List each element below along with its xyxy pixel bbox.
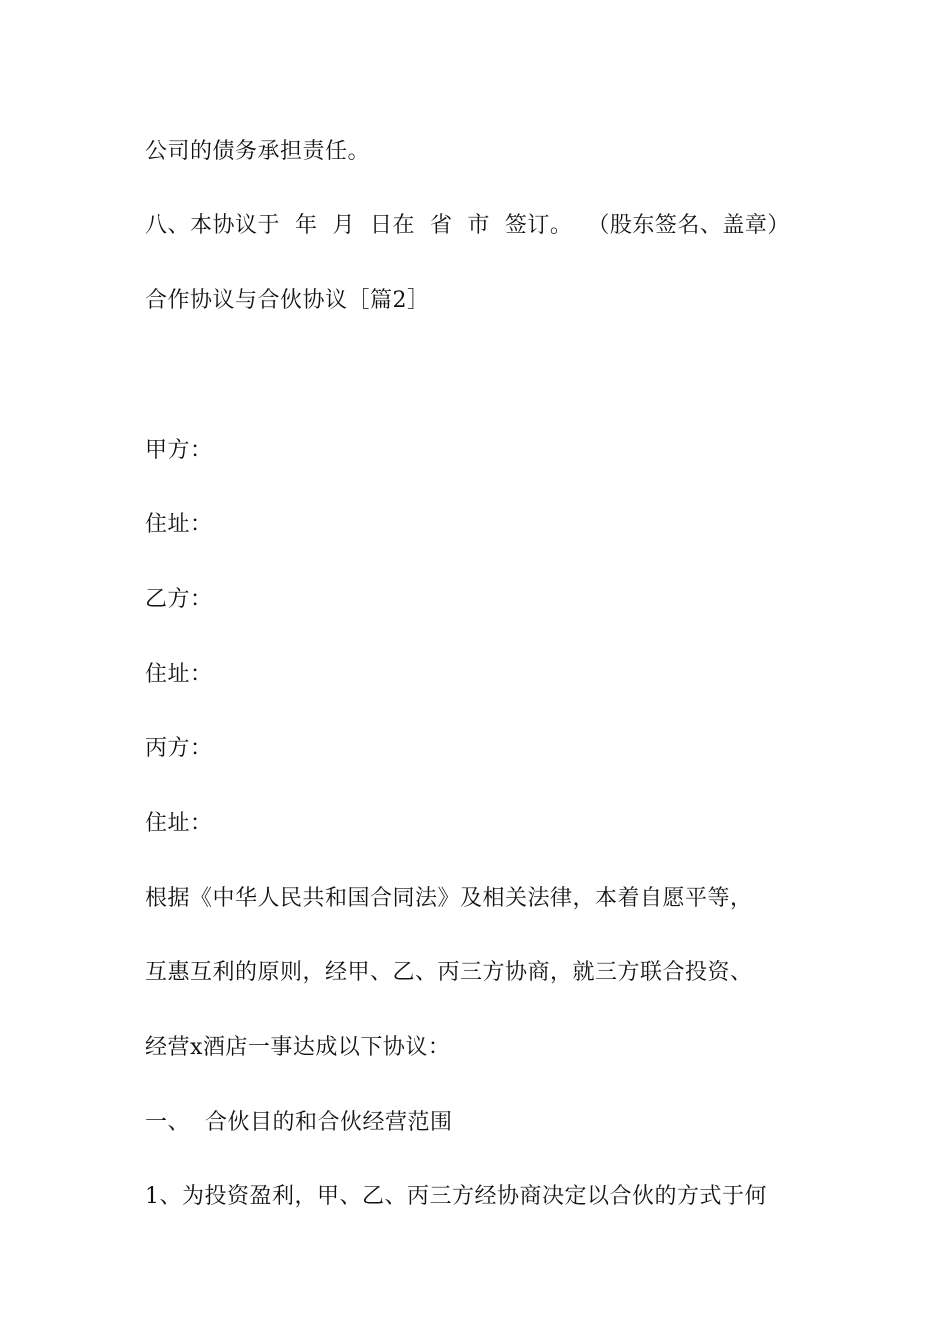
preamble-line-1: 根据《中华人民共和国合同法》及相关法律，本着自愿平等， xyxy=(145,886,753,911)
party-c-address-label: 住址： xyxy=(145,811,213,836)
text-line-debt-liability: 公司的债务承担责任。 xyxy=(145,139,371,164)
clause-1-text: 1、为投资盈利，甲、乙、丙三方经协商决定以合伙的方式于何 xyxy=(145,1184,767,1209)
party-a-address-label: 住址： xyxy=(145,512,213,537)
party-c-label: 丙方： xyxy=(145,736,213,761)
section-title-part2: 合作协议与合伙协议［篇2］ xyxy=(145,288,430,313)
party-a-label: 甲方： xyxy=(145,438,213,463)
text-line-signing-clause: 八、本协议于 年 月 日在 省 市 签订。 （股东签名、盖章） xyxy=(145,213,790,238)
preamble-line-2: 互惠互利的原则，经甲、乙、丙三方协商，就三方联合投资、 xyxy=(145,960,753,985)
party-b-address-label: 住址： xyxy=(145,662,213,687)
preamble-line-3: 经营x酒店一事达成以下协议： xyxy=(145,1035,451,1060)
party-b-label: 乙方： xyxy=(145,587,213,612)
clause-heading-1: 一、 合伙目的和合伙经营范围 xyxy=(145,1110,453,1135)
